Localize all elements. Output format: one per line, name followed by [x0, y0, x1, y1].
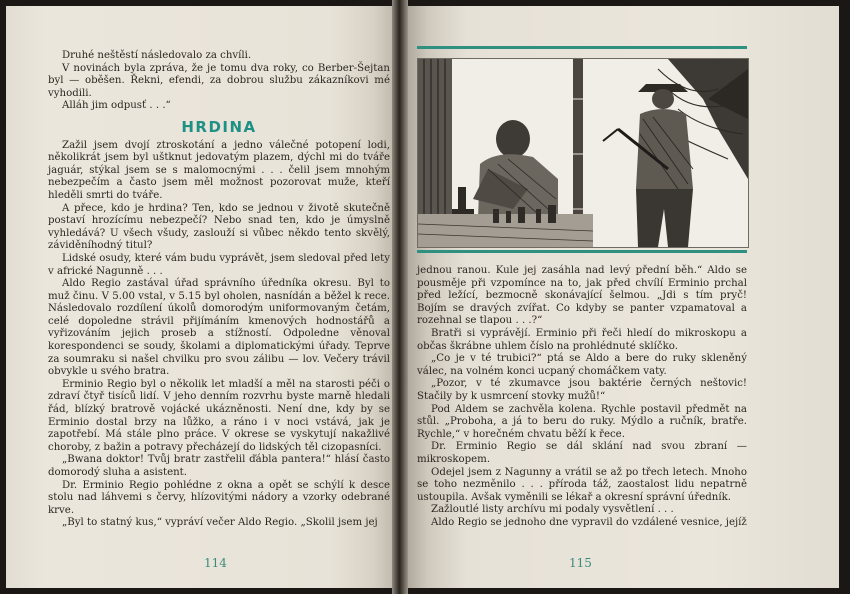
paragraph: Druhé neštěstí následovalo za chvíli. — [62, 50, 252, 61]
paragraph: Aldo Regio zastával úřad správního úředníka okresu. Byl to muž činu. V 5.00 vstal, v 5.15 byl oholen, nasnídán a běžel k rece. Následovalo rozdílení úkolů domorodým uniformovaným četám, celé dopoledne strávil přijímáním kmenových hodnostářů a vyřizováním jejich proseb a stížností. Odpoledne věnoval korespondenci se soudy, školami a diplomatickými úřady. Teprve za soumraku si našel chvilku pro svou zálibu — lov. Večery trávil obvykle u svého bratra. — [48, 278, 390, 378]
paragraph: A přece, kdo je hrdina? Ten, kdo se jednou v životě skutečně postaví hrozícímu nebezpečí? Nebo snad ten, kdo je úmyslně vyhledává? U všech všudy, zaslouží si vůbec někdo tento skvělý, záviděníhodný titul? — [48, 202, 390, 252]
right-text-block — [417, 265, 747, 529]
paragraph: Aldo Regio se jednoho dne vypravil do vzdálené vesnice, jejíž — [431, 516, 747, 528]
paragraph: Erminio Regio byl o několik let mladší a měl na starosti péči o zdraví čtyř tisíců lidí. V jeho denním rozvrhu byste marně hledali řád, blízký bratrově vojácké ukázněnosti. Není dne, kdy by se Erminio dostal brzy na lůžko, a ráno i v noci vstává, jak je zapotřebí. Má stále plno práce. V okrese se vyskytují nakažlivé choroby, z bažin a potravy přecházejí do lidských těl cizopasníci. — [48, 378, 390, 453]
right-page — [401, 6, 839, 588]
illustration — [417, 58, 749, 248]
paragraph: „Bwana doktor! Tvůj bratr zastřelil ďábla pantera!“ hlásí často domorodý sluha a asistent. — [48, 454, 390, 478]
page-number-left: 114 — [204, 556, 227, 570]
paragraph: Dr. Erminio Regio se dál sklání nad svou zbraní — mikroskopem. — [417, 441, 747, 465]
paragraph: Odejel jsem z Nagunny a vrátil se až po třech letech. Mnoho se toho nezměnilo . . . příroda táž, zaostalost lidu nepatrně ustoupila. Avšak vyměnili se lékař a okresní správní úředník. — [417, 466, 747, 503]
page-number-right: 115 — [569, 556, 592, 570]
paragraph: Pod Aldem se zachvěla kolena. Rychle postavil předmět na stůl. „Proboha, a já to beru do ruky. Mýdlo a ručník, bratře. Rychle,“ v horečném chvatu běží k řece. — [417, 403, 747, 440]
left-text-block — [48, 50, 390, 530]
paragraph: Dr. Erminio Regio pohlédne z okna a opět se schýlí k desce stolu nad láhvemi s červy, hlízovitými nádory a vzorky odebrané krve. — [48, 479, 390, 516]
top-rule — [417, 46, 747, 49]
paragraph: Zažloutlé listy archívu mi podaly vysvětlení . . . — [431, 504, 674, 516]
book-gutter — [392, 0, 408, 594]
paragraph: „Byl to statný kus,“ vypráví večer Aldo Regio. „Skolil jsem jej — [62, 517, 378, 529]
bottom-rule — [417, 250, 747, 253]
paragraph: Alláh jim odpusť . . .“ — [62, 100, 171, 112]
paragraph: V novinách byla zpráva, že je tomu dva roky, co Berber-Šejtan byl — oběšen. Řekni, efendi, za dobrou službu zákazníkovi mé vyhodili. — [48, 62, 390, 99]
paragraph: „Pozor, v té zkumavce jsou baktérie černých neštovic! Stačily by k usmrcení stovky mužů!“ — [417, 378, 747, 402]
paragraph: Bratři si vyprávějí. Erminio při řeči hledí do mikroskopu a občas škrábne uhlem číslo na prohlédnuté sklíčko. — [417, 327, 747, 352]
chapter-heading: HRDINA — [181, 117, 257, 136]
paragraph: „Co je v té trubici?“ ptá se Aldo a bere do ruky skleněný válec, na volném konci ucpaný chomáčkem vaty. — [417, 353, 747, 377]
paragraph: Lidské osudy, které vám budu vyprávět, jsem sledoval před lety v africké Nagunně . . . — [48, 252, 390, 277]
illustration-drawing — [418, 59, 748, 247]
left-page — [6, 6, 400, 588]
paragraph: jednou ranou. Kule jej zasáhla nad levý přední běh.“ Aldo se pousměje při vzpomínce na to, jak před chvílí Erminio prchal před ležící, bezmocně skonávající šelmou. „Jdi s tím pryč! Bojím se dravých zvířat. Co kdyby se panter vzpamatoval a rozehnal se tlapou . . .?“ — [417, 265, 747, 327]
paragraph: Zažil jsem dvojí ztroskotání a jedno válečné potopení lodi, několikrát jsem byl uštknut jedovatým plazem, dýchl mi do tváře jaguár, stýkal jsem se s malomocnými . . . čelil jsem mnohým nebezpečím a často jsem měl možnost pozorovat muže, kteří hleděli smrti do tváře. — [48, 139, 390, 201]
